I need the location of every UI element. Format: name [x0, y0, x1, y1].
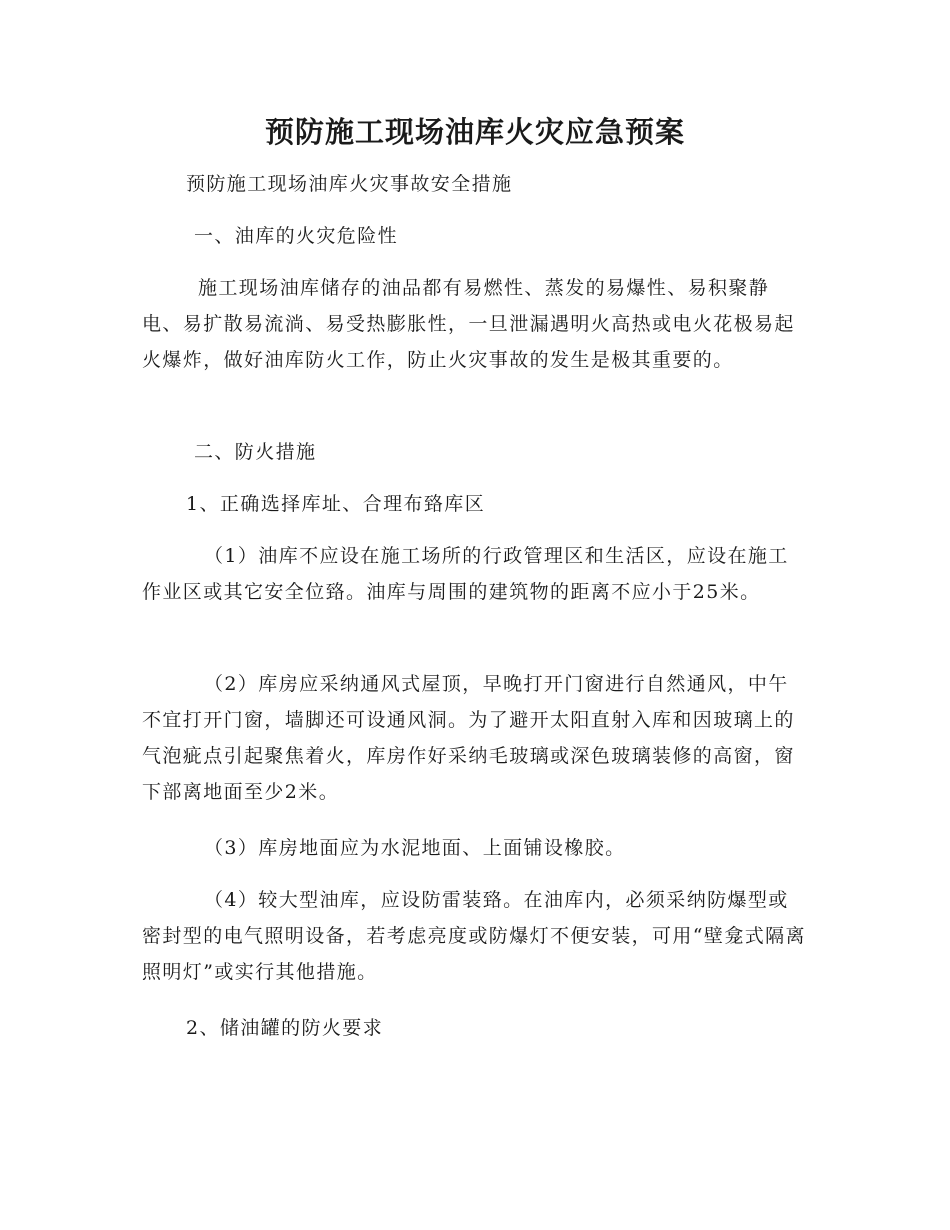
item-1-heading: 1、正确选择库址、合理布臵库区	[186, 493, 486, 515]
item-2-heading: 2、储油罐的防火要求	[186, 1017, 384, 1039]
document-title: 预防施工现场油库火灾应急预案	[264, 115, 685, 149]
section-1-heading: 一、油库的火灾危险性	[194, 225, 399, 247]
item-1-sub-2: （2）库房应采纳通风式屋顶，早晚打开门窗进行自然通风，中午不宜打开门窗，墙脚还可设通风洞。为了避开太阳直射入库和因玻璃上的气泡疵点引起聚焦着火，库房作好采纳毛玻璃或深色玻璃装修的高窗，窗下部离地面至少2米。	[142, 673, 795, 803]
document-subtitle: 预防施工现场油库火灾事故安全措施	[186, 173, 513, 195]
item-1-sub-1: （1）油库不应设在施工场所的行政管理区和生活区，应设在施工作业区或其它安全位臵。油库与周围的建筑物的距离不应小于25米。	[142, 545, 789, 603]
section-2-heading: 二、防火措施	[194, 441, 317, 463]
section-1-body: 施工现场油库储存的油品都有易燃性、蒸发的易爆性、易积聚静电、易扩散易流淌、易受热膨胀性，一旦泄漏遇明火高热或电火花极易起火爆炸，做好油库防火工作，防止火灾事故的发生是极其重要的。	[142, 277, 795, 371]
item-1-sub-3: （3）库房地面应为水泥地面、上面铺设橡胶。	[204, 837, 626, 859]
item-1-sub-4: （4）较大型油库，应设防雷装臵。在油库内，必须采纳防爆型或密封型的电气照明设备，若考虑亮度或防爆灯不便安装，可用“壁龛式隔离照明灯”或实行其他措施。	[142, 889, 806, 983]
